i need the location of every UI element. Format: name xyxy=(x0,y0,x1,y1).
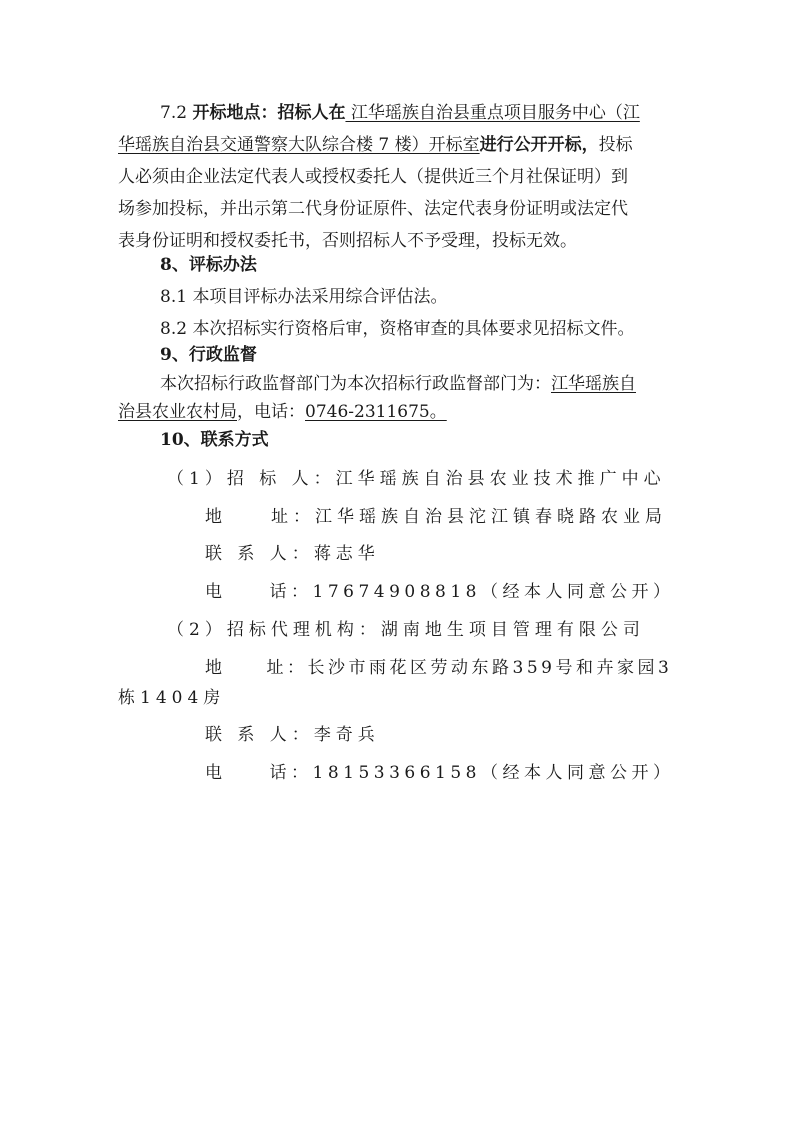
contact-2-address xyxy=(205,656,672,680)
item-7-2-text: 投标 xyxy=(598,135,633,155)
item-7-2-line-4 xyxy=(118,197,628,221)
agency-contact-person: 李奇兵 xyxy=(313,725,380,745)
item-7-2-colon: ： xyxy=(260,103,278,123)
section-10-heading: 10、联系方式 xyxy=(160,430,269,450)
address-label: 地 址： xyxy=(205,507,315,527)
item-7-2-number: 7.2 xyxy=(160,103,193,123)
contact-person-label: 联 系 人： xyxy=(205,725,314,745)
contact-1-person xyxy=(205,542,380,566)
bid-opening-location-part2: 华瑶族自治县交通警察大队综合楼 7 楼）开标室 xyxy=(118,135,480,155)
contact-2-address-cont xyxy=(118,686,225,710)
item-7-2-label: 开标地点 xyxy=(192,103,261,123)
bid-opening-action: 进行公开开标， xyxy=(479,135,599,155)
tenderer-name: 江华瑶族自治县农业技术推广中心 xyxy=(335,469,666,489)
item-7-2-line-2 xyxy=(118,133,633,157)
item-7-2-line-3 xyxy=(118,165,628,189)
supervision-department-part2: 治县农业农村局 xyxy=(118,402,237,422)
section-9-heading: 9、行政监督 xyxy=(160,345,257,365)
bid-opening-location-part1: 江华瑶族自治县重点项目服务中心（江 xyxy=(345,103,640,123)
contact-1-address xyxy=(205,505,667,529)
agency-address-part1: 长沙市雨花区劳动东路359号和卉家园3 xyxy=(307,658,673,678)
agency-label: （2）招标代理机构： xyxy=(167,620,381,640)
supervision-text: 本次招标行政监督部门为本次招标行政监督部门为： xyxy=(160,374,551,394)
section-9-line-1 xyxy=(160,372,636,396)
contact-2-person xyxy=(205,723,380,747)
item-7-2-text-3: 人必须由企业法定代表人或授权委托人（提供近三个月社保证明）到 xyxy=(118,167,628,187)
contact-2-agency xyxy=(167,618,645,642)
item-7-2-line-5 xyxy=(118,229,577,253)
agency-name: 湖南地生项目管理有限公司 xyxy=(380,620,645,640)
agency-address-part2: 栋1404房 xyxy=(118,688,226,708)
item-7-2-text-5: 表身份证明和授权委托书，否则招标人不予受理，投标无效。 xyxy=(118,231,577,251)
item-8-2: 8.2 本次招标实行资格后审，资格审查的具体要求见招标文件。 xyxy=(160,319,635,339)
contact-person-label: 联 系 人： xyxy=(205,544,314,564)
contact-1-phone xyxy=(205,580,674,604)
tenderer-phone: 17674908818（经本人同意公开） xyxy=(312,582,675,602)
item-7-2-bidder: 招标人在 xyxy=(277,103,346,123)
phone-label: 电 话： xyxy=(205,582,313,602)
item-7-2-line-1 xyxy=(160,101,640,125)
supervision-phone: 0746-2311675。 xyxy=(305,402,447,422)
item-7-2-text-4: 场参加投标，并出示第二代身份证原件、法定代表身份证明或法定代 xyxy=(118,199,628,219)
phone-label: 电 话： xyxy=(205,763,313,783)
supervision-department-part1: 江华瑶族自 xyxy=(551,374,636,394)
contact-1-tenderer xyxy=(167,467,666,491)
contact-2-phone xyxy=(205,761,674,785)
address-label: 地 址： xyxy=(205,658,308,678)
supervision-phone-label: ，电话： xyxy=(237,402,305,422)
agency-phone: 18153366158（经本人同意公开） xyxy=(312,763,675,783)
section-9-line-2 xyxy=(118,400,447,424)
section-8-heading: 8、评标办法 xyxy=(160,255,257,275)
item-8-1: 8.1 本项目评标办法采用综合评估法。 xyxy=(160,287,448,307)
tenderer-label: （1）招 标 人： xyxy=(167,469,336,489)
tenderer-contact-person: 蒋志华 xyxy=(313,544,380,564)
tenderer-address: 江华瑶族自治县沱江镇春晓路农业局 xyxy=(315,507,667,527)
